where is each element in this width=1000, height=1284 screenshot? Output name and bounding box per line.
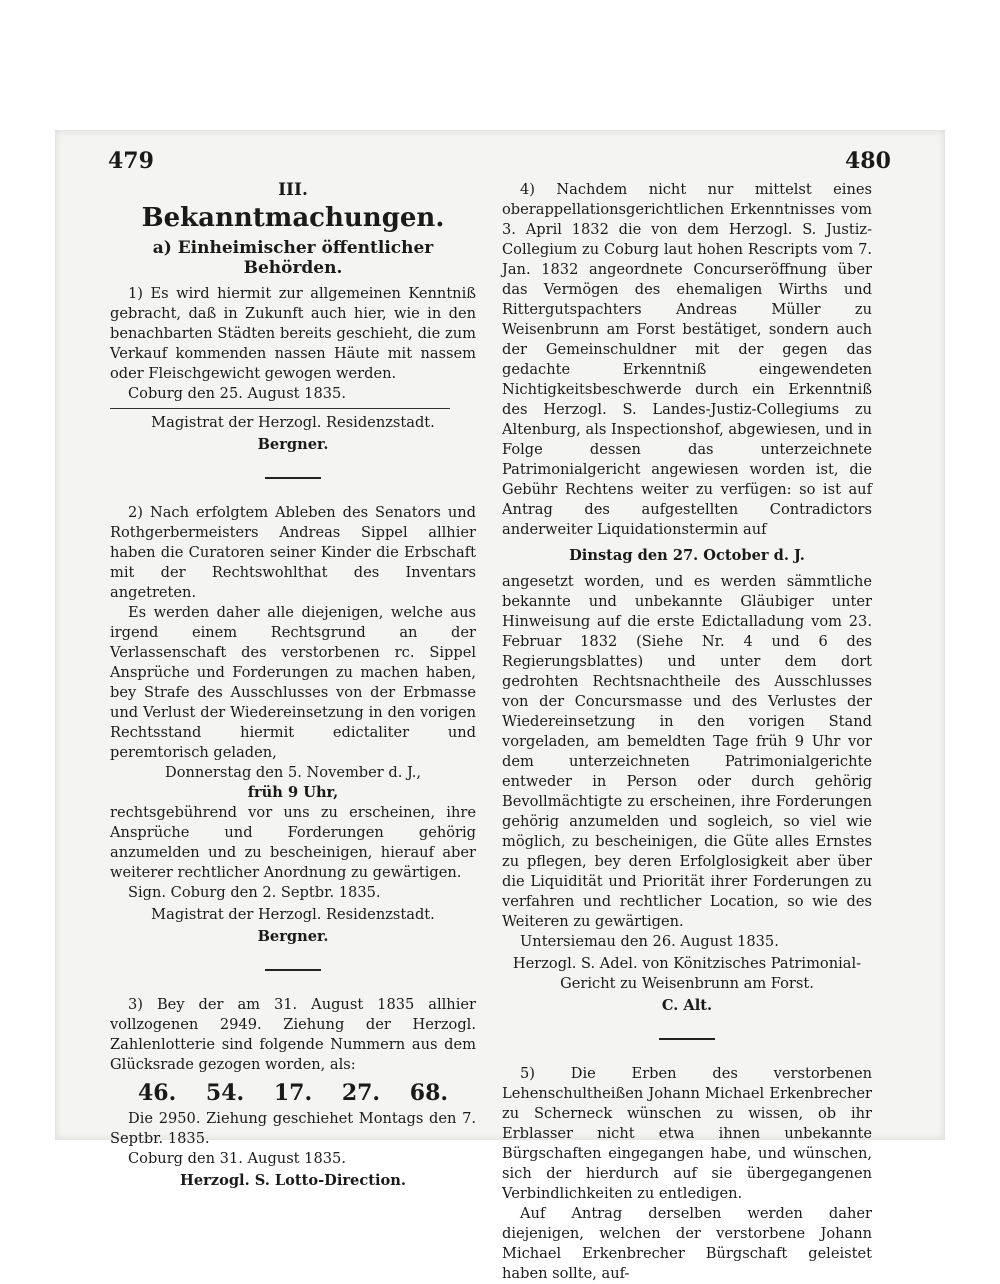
notice-1-rule [110,408,450,409]
notice-2-authority: Magistrat der Herzogl. Residenzstadt. [151,906,435,923]
notice-3-place-date: Coburg den 31. August 1835. [128,1150,346,1167]
lottery-number: 46. [137,1080,177,1106]
lottery-number: 27. [341,1080,381,1106]
notice-3-next-drawing: Die 2950. Ziehung geschiehet Montags den 7. Septbr. 1835. [110,1110,476,1147]
lottery-number: 54. [205,1080,245,1106]
notice-3-text: 3) Bey der am 31. August 1835 allhier vollzogenen 2949. Ziehung der Herzogl. Zahlenlotterie sind folgende Nummern aus dem Glücksrade gezogen worden, als: [110,996,476,1073]
notice-2-place-date: Sign. Coburg den 2. Septbr. 1835. [128,884,381,901]
notice-2-paragraph-3: rechtsgebührend vor uns zu erscheinen, ihre Ansprüche und Forderungen gehörig anzumelden und zu bescheinigen, hierauf aber weiterer rechtlicher Anordnung zu gewärtigen. [110,804,476,881]
notice-1-signature: Bergner. [257,436,329,453]
notice-5-paragraph-2: Auf Antrag derselben werden daher diejenigen, welchen der verstorbene Johann Michael Erkenbrecher Bürgschaft geleistet haben sollte, auf- [502,1205,872,1282]
notice-4-authority: Herzogl. S. Adel. von Könitzisches Patrimonial-Gericht zu Weisenbrunn am Forst. [512,955,862,992]
section-number: III. [278,180,308,200]
notice-5-paragraph-1: 5) Die Erben des verstorbenen Lehenschultheißen Johann Michael Erkenbrecher zu Scherneck wünschen zu wissen, ob ihr Erblasser nicht etwa ihnen unbekannte Bürgschaften eingegangen habe, und wünschen, sich der hierdurch auf sie übergegangenen Verbindlichkeiten zu entledigen. [502,1065,872,1202]
notice-4-signature: C. Alt. [661,997,713,1014]
notice-1-authority: Magistrat der Herzogl. Residenzstadt. [151,414,435,431]
notice-4-paragraph-2: angesetzt worden, und es werden sämmtliche bekannte und unbekannte Gläubiger unter Hinweisung auf die erste Edictalladung vom 23. Februar 1832 (Siehe Nr. 4 und 6 des Regierungsblattes) und unter dem dort gedrohten Rechtsnachtheile des Ausschlusses von der Concursmasse und des Verlustes der Wiedereinsetzung in den vorigen Stand vorgeladen, am bemeldten Tage früh 9 Uhr vor dem unterzeichneten Patrimonialgerichte entweder in Person oder durch gehörig Bevollmächtigte zu erscheinen, ihre Forderungen gehörig anzumelden und sogleich, so viel wie möglich, zu bescheinigen, die Güte alles Ernstes zu pflegen, bey deren Erfolglosigkeit aber über die Liquidität und Priorität ihrer Forderungen zu verfahren und rechtlicher Location, so wie des Weiteren zu gewärtigen. [502,573,872,930]
notice-4-paragraph-1: 4) Nachdem nicht nur mittelst eines oberappellationsgerichtlichen Erkenntnisses vom 3. April 1832 die von dem Herzogl. S. Justiz-Collegium zu Coburg laut hohen Rescripts vom 7. Jan. 1832 angeordnete Concurseröffnung über das Vermögen des ehemaligen Wirths und Rittergutspachters Andreas Müller zu Weisenbrunn am Forst bestätiget, sondern auch der Gemeinschuldner mit der gegen das gedachte Erkenntniß eingewendeten Nichtigkeitsbeschwerde durch ein Erkenntniß des Herzogl. S. Landes-Justiz-Collegiums zu Altenburg, als Inspectionshof, abgewiesen, und in Folge dessen das unterzeichnete Patrimonialgericht angewiesen worden ist, die Gebühr Rechtens weiter zu verfügen: so ist auf Antrag des aufgestellten Contradictors anderweiter Liquidationstermin auf [502,181,872,538]
notice-3-authority: Herzogl. S. Lotto-Direction. [180,1172,406,1189]
notice-1-text: 1) Es wird hiermit zur allgemeinen Kenntniß gebracht, daß in Zukunft auch hier, wie in den benachbarten Städten bereits geschieht, die zum Verkauf kommenden nassen Häute mit nassem oder Fleischgewicht gewogen werden. [110,285,476,382]
section-subheading: a) Einheimischer öffentlicher Behörden. [152,238,434,278]
lottery-numbers [110,1080,476,1106]
separator-1 [265,477,321,479]
notice-2-paragraph-1: 2) Nach erfolgtem Ableben des Senators und Rothgerbermeisters Andreas Sippel allhier haben die Curatoren seiner Kinder die Erbschaft mit der Rechtswohlthat des Inventars angetreten. [110,504,476,601]
notice-2-paragraph-2: Es werden daher alle diejenigen, welche aus irgend einem Rechtsgrund an der Verlassenschaft des verstorbenen rc. Sippel Ansprüche und Forderungen zu machen haben, bey Strafe des Ausschlusses von der Erbmasse und Verlust der Wiedereinsetzung in den vorigen Rechtsstand hiermit edictaliter und peremtorisch geladen, [110,604,476,761]
page-number-left: 479 [108,148,154,174]
right-column [502,180,872,1284]
page-number-right: 480 [845,148,891,174]
lottery-number: 68. [409,1080,449,1106]
notice-2-date: Donnerstag den 5. November d. J., [165,764,421,781]
notice-1-place-date: Coburg den 25. August 1835. [128,385,346,402]
separator-3 [659,1038,715,1040]
notice-4-date: Dinstag den 27. October d. J. [569,547,805,564]
left-column [110,180,476,1193]
notice-2-time: früh 9 Uhr, [247,784,339,801]
notice-4-place-date: Untersiemau den 26. August 1835. [520,933,779,950]
notice-2-signature: Bergner. [257,928,329,945]
lottery-number: 17. [273,1080,313,1106]
separator-2 [265,969,321,971]
section-heading: Bekanntmachungen. [141,203,445,233]
